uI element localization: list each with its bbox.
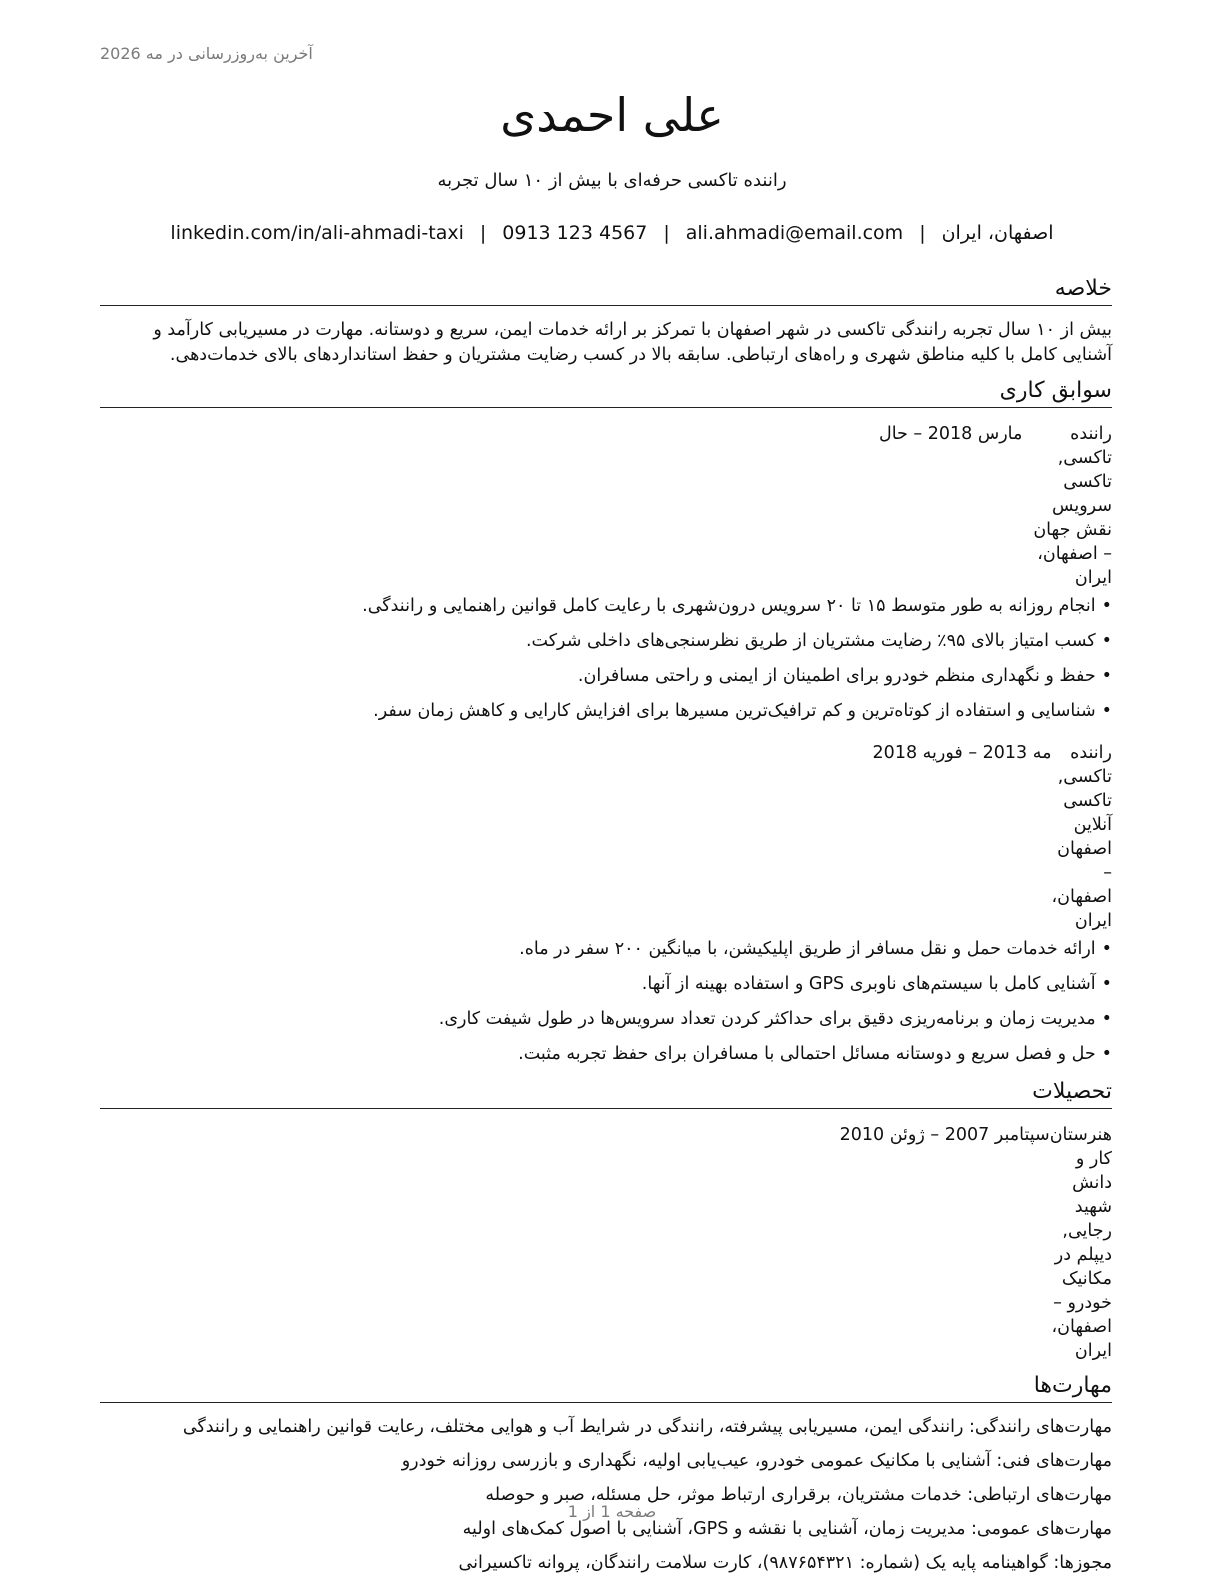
bullet-text: شناسایی و استفاده از کوتاه‌ترین و کم ترافیک‌ترین مسیرها برای افزایش کارایی و کاهش زمان سفر. <box>373 701 1096 721</box>
job-heading: راننده تاکسی, تاکسی سرویس نقش جهان – اصفهان، ایران <box>1033 424 1112 588</box>
job-bullet <box>100 664 1112 688</box>
education-entry <box>100 1123 1112 1363</box>
bullet-text: حفظ و نگهداری منظم خودرو برای اطمینان از ایمنی و راحتی مسافران. <box>577 666 1096 686</box>
job-bullet <box>100 1042 1112 1066</box>
education-title: تحصیلات <box>100 1077 1112 1109</box>
contact-line <box>0 222 1224 244</box>
bullet-icon: • <box>1101 596 1112 616</box>
candidate-subtitle: راننده تاکسی حرفه‌ای با بیش از ۱۰ سال تجربه <box>437 170 787 191</box>
skill-item: مهارت‌های ارتباطی: خدمات مشتریان، برقراری ارتباط موثر، حل مسئله، صبر و حوصله <box>485 1485 1112 1505</box>
resume-body <box>100 274 1112 1585</box>
bullet-icon: • <box>1101 631 1112 651</box>
education-header <box>100 1123 1112 1363</box>
page-number: صفحه 1 از 1 <box>567 1502 657 1521</box>
bullet-text: آشنایی کامل با سیستم‌های ناوبری GPS و استفاده بهینه از آنها. <box>641 974 1096 994</box>
job-bullet <box>100 699 1112 723</box>
bullet-icon: • <box>1101 1009 1112 1029</box>
summary-text: بیش از ۱۰ سال تجربه رانندگی تاکسی در شهر اصفهان با تمرکز بر ارائه خدمات ایمن، سریع و دوستانه. مهارت در مسیریابی کارآمد و آشنایی کامل با کلیه مناطق شهری و راه‌های ارتباطی. سابقه بالا در کسب رضایت مشتریان و حفظ استانداردهای بالای خدمات‌دهی. <box>153 320 1112 365</box>
skills-title: مهارت‌ها <box>100 1371 1112 1403</box>
skill-item: مهارت‌های فنی: آشنایی با مکانیک عمومی خودرو، عیب‌یابی اولیه، نگهداری و بازرسی روزانه خودرو <box>401 1451 1112 1471</box>
job-entry <box>100 741 1112 1066</box>
job-bullets <box>100 594 1112 723</box>
bullet-text: انجام روزانه به طور متوسط ۱۵ تا ۲۰ سرویس درون‌شهری با رعایت کامل قوانین راهنمایی و رانندگی. <box>362 596 1096 616</box>
job-date: مه 2013 – فوریه 2018 <box>872 743 1052 763</box>
bullet-icon: • <box>1101 1044 1112 1064</box>
job-bullet <box>100 629 1112 653</box>
bullet-text: حل و فصل سریع و دوستانه مسائل احتمالی با مسافران برای حفظ تجربه مثبت. <box>518 1044 1096 1064</box>
job-bullet <box>100 937 1112 961</box>
bullet-icon: • <box>1101 701 1112 721</box>
contact-separator: | <box>479 222 487 244</box>
job-entry <box>100 422 1112 723</box>
job-bullet <box>100 594 1112 618</box>
summary-title: خلاصه <box>100 274 1112 306</box>
contact-separator: | <box>663 222 670 244</box>
skills-section <box>100 1371 1112 1575</box>
education-heading: هنرستان کار و دانش شهید رجایی, دیپلم در مکانیک خودرو – اصفهان، ایران <box>1049 1125 1112 1361</box>
last-updated: آخرین به‌روزرسانی در مه 2026 <box>100 44 313 63</box>
summary-section <box>100 274 1112 368</box>
contact-phone[interactable]: 0913 123 4567 <box>502 222 648 244</box>
skill-item: مجوزها: گواهینامه پایه یک (شماره: ۹۸۷۶۵۴۳۲۱)، کارت سلامت رانندگان، پروانه تاکسیرانی <box>458 1553 1112 1573</box>
job-bullets <box>100 937 1112 1066</box>
job-bullet <box>100 972 1112 996</box>
bullet-text: مدیریت زمان و برنامه‌ریزی دقیق برای حداکثر کردن تعداد سرویس‌ها در طول شیفت کاری. <box>438 1009 1096 1029</box>
job-date: مارس 2018 – حال <box>879 424 1023 444</box>
bullet-icon: • <box>1101 939 1112 959</box>
education-date: سپتامبر 2007 – ژوئن 2010 <box>839 1125 1050 1145</box>
job-header <box>100 422 1112 590</box>
contact-separator: | <box>919 222 926 244</box>
job-heading: راننده تاکسی, تاکسی آنلاین اصفهان – اصفهان، ایران <box>1051 743 1112 931</box>
candidate-name: علی احمدی <box>500 88 724 142</box>
bullet-text: کسب امتیاز بالای ۹۵٪ رضایت مشتریان از طریق نظرسنجی‌های داخلی شرکت. <box>525 631 1096 651</box>
bullet-icon: • <box>1101 974 1112 994</box>
job-header <box>100 741 1112 933</box>
bullet-text: ارائه خدمات حمل و نقل مسافر از طریق اپلیکیشن، با میانگین ۲۰۰ سفر در ماه. <box>519 939 1096 959</box>
contact-email[interactable]: ali.ahmadi@email.com <box>685 222 904 244</box>
bullet-icon: • <box>1101 666 1112 686</box>
education-section <box>100 1077 1112 1363</box>
skill-item: مهارت‌های عمومی: مدیریت زمان، آشنایی با نقشه و GPS، آشنایی با اصول کمک‌های اولیه <box>462 1519 1112 1539</box>
contact-linkedin[interactable]: linkedin.com/in/ali-ahmadi-taxi <box>170 222 464 244</box>
experience-title: سوابق کاری <box>100 376 1112 408</box>
job-bullet <box>100 1007 1112 1031</box>
skill-item: مهارت‌های رانندگی: رانندگی ایمن، مسیریابی پیشرفته، رانندگی در شرایط آب و هوایی مختلف، رعایت قوانین راهنمایی و رانندگی <box>182 1417 1112 1437</box>
experience-section <box>100 376 1112 1066</box>
contact-location: اصفهان، ایران <box>941 222 1054 244</box>
skills-list <box>100 1415 1112 1575</box>
